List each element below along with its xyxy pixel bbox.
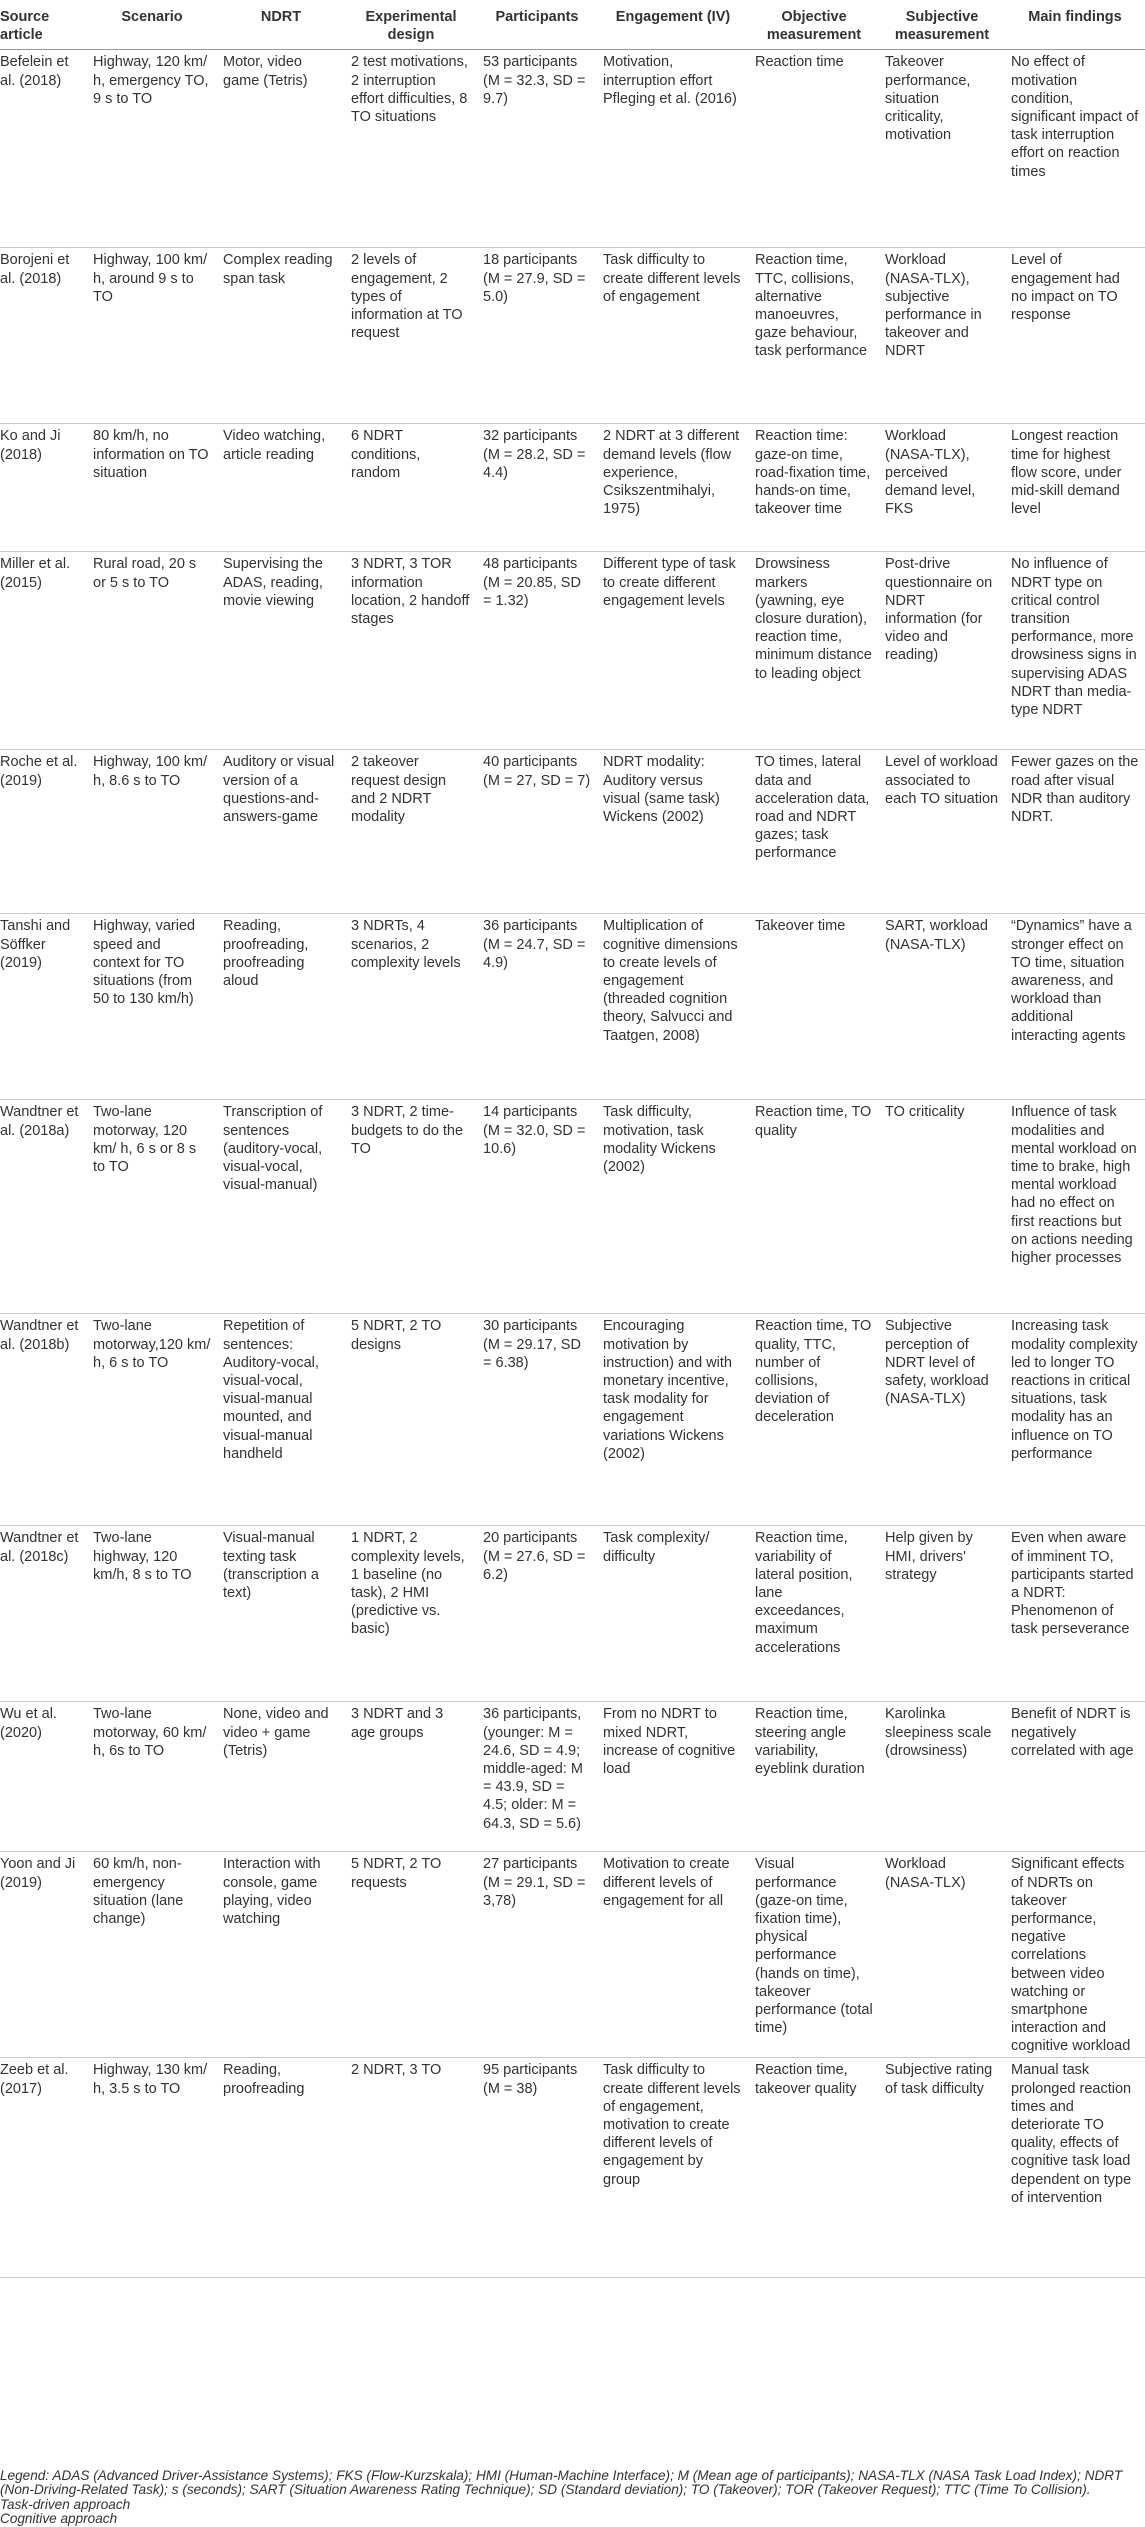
subjective-cell: Takeover performance, situation criticality, motivation bbox=[879, 50, 1005, 248]
table-row bbox=[0, 552, 1145, 750]
subjective-cell: Subjective rating of task difficulty bbox=[879, 2058, 1005, 2278]
objective-cell: Reaction time: gaze-on time, road-fixation time, hands-on time, takeover time bbox=[749, 424, 879, 552]
findings-cell: “Dynamics” have a stronger effect on TO time, situation awareness, and workload than additional interacting agents bbox=[1005, 914, 1145, 1100]
findings-cell: Fewer gazes on the road after visual NDR than auditory NDRT. bbox=[1005, 750, 1145, 914]
findings-cell: Longest reaction time for highest flow score, under mid-skill demand level bbox=[1005, 424, 1145, 552]
source-cell: Ko and Ji (2018) bbox=[0, 424, 87, 552]
approach-note-task-driven: Task-driven approach bbox=[0, 2496, 131, 2512]
design-cell: 2 NDRT, 3 TO bbox=[345, 2058, 477, 2278]
ndrt-cell: Transcription of sentences (auditory-vocal, visual-vocal, visual-manual) bbox=[217, 1100, 345, 1314]
table-legend bbox=[0, 2469, 1140, 2527]
objective-cell: Reaction time bbox=[749, 50, 879, 248]
engagement-cell: Multiplication of cognitive dimensions to create levels of engagement (threaded cognition theory, Salvucci and Taatgen, 2008) bbox=[597, 914, 749, 1100]
ndrt-cell: Auditory or visual version of a questions-and-answers-game bbox=[217, 750, 345, 914]
source-cell: Wu et al. (2020) bbox=[0, 1702, 87, 1852]
table-row bbox=[0, 1314, 1145, 1526]
engagement-cell: Task difficulty to create different levels of engagement bbox=[597, 248, 749, 424]
participants-cell: 20 participants (M = 27.6, SD = 6.2) bbox=[477, 1526, 597, 1702]
ndrt-cell: Reading, proofreading bbox=[217, 2058, 345, 2278]
participants-cell: 53 participants (M = 32.3, SD = 9.7) bbox=[477, 50, 597, 248]
subjective-cell: Workload (NASA-TLX), subjective performance in takeover and NDRT bbox=[879, 248, 1005, 424]
objective-cell: Reaction time, takeover quality bbox=[749, 2058, 879, 2278]
source-cell: Borojeni et al. (2018) bbox=[0, 248, 87, 424]
engagement-cell: Task difficulty, motivation, task modality Wickens (2002) bbox=[597, 1100, 749, 1314]
ndrt-cell: Reading, proofreading, proofreading aloud bbox=[217, 914, 345, 1100]
column-header-objective: Objective measurement bbox=[749, 4, 879, 50]
ndrt-cell: Video watching, article reading bbox=[217, 424, 345, 552]
column-header-findings: Main findings bbox=[1005, 4, 1145, 50]
ndrt-cell: Complex reading span task bbox=[217, 248, 345, 424]
scenario-cell: 60 km/h, non-emergency situation (lane change) bbox=[87, 1852, 217, 2058]
ndrt-cell: Supervising the ADAS, reading, movie viewing bbox=[217, 552, 345, 750]
column-header-design: Experimental design bbox=[345, 4, 477, 50]
findings-cell: Benefit of NDRT is negatively correlated with age bbox=[1005, 1702, 1145, 1852]
column-header-subjective: Subjective measurement bbox=[879, 4, 1005, 50]
subjective-cell: Workload (NASA-TLX) bbox=[879, 1852, 1005, 2058]
participants-cell: 95 participants (M = 38) bbox=[477, 2058, 597, 2278]
subjective-cell: Help given by HMI, drivers' strategy bbox=[879, 1526, 1005, 1702]
table-row bbox=[0, 1100, 1145, 1314]
engagement-cell: Motivation to create different levels of engagement for all bbox=[597, 1852, 749, 2058]
scenario-cell: Two-lane motorway, 120 km/ h, 6 s or 8 s to TO bbox=[87, 1100, 217, 1314]
engagement-cell: Motivation, interruption effort Pfleging et al. (2016) bbox=[597, 50, 749, 248]
source-cell: Befelein et al. (2018) bbox=[0, 50, 87, 248]
subjective-cell: Level of workload associated to each TO situation bbox=[879, 750, 1005, 914]
ndrt-cell: None, video and video + game (Tetris) bbox=[217, 1702, 345, 1852]
objective-cell: Takeover time bbox=[749, 914, 879, 1100]
findings-cell: No influence of NDRT type on critical control transition performance, more drowsiness signs in supervising ADAS NDRT than media-type NDRT bbox=[1005, 552, 1145, 750]
design-cell: 3 NDRT and 3 age groups bbox=[345, 1702, 477, 1852]
source-cell: Yoon and Ji (2019) bbox=[0, 1852, 87, 2058]
scenario-cell: Highway, 100 km/ h, 8.6 s to TO bbox=[87, 750, 217, 914]
participants-cell: 27 participants (M = 29.1, SD = 3,78) bbox=[477, 1852, 597, 2058]
design-cell: 5 NDRT, 2 TO designs bbox=[345, 1314, 477, 1526]
subjective-cell: Post-drive questionnaire on NDRT information (for video and reading) bbox=[879, 552, 1005, 750]
ndrt-cell: Motor, video game (Tetris) bbox=[217, 50, 345, 248]
participants-cell: 36 participants (M = 24.7, SD = 4.9) bbox=[477, 914, 597, 1100]
column-header-source: Source article bbox=[0, 4, 87, 50]
design-cell: 2 test motivations, 2 interruption effort difficulties, 8 TO situations bbox=[345, 50, 477, 248]
source-cell: Wandtner et al. (2018c) bbox=[0, 1526, 87, 1702]
ndrt-cell: Visual-manual texting task (transcription a text) bbox=[217, 1526, 345, 1702]
engagement-cell: Task difficulty to create different levels of engagement, motivation to create different levels of engagement by group bbox=[597, 2058, 749, 2278]
ndrt-cell: Repetition of sentences: Auditory-vocal, visual-vocal, visual-manual mounted, and visual-manual handheld bbox=[217, 1314, 345, 1526]
engagement-cell: NDRT modality: Auditory versus visual (same task) Wickens (2002) bbox=[597, 750, 749, 914]
findings-cell: Level of engagement had no impact on TO response bbox=[1005, 248, 1145, 424]
findings-cell: Significant effects of NDRTs on takeover performance, negative correlations between video watching or smartphone interaction and cognitive workload bbox=[1005, 1852, 1145, 2058]
design-cell: 3 NDRTs, 4 scenarios, 2 complexity levels bbox=[345, 914, 477, 1100]
scenario-cell: Two-lane motorway, 60 km/ h, 6s to TO bbox=[87, 1702, 217, 1852]
engagement-cell: Encouraging motivation by instruction) and with monetary incentive, task modality for engagement variations Wickens (2002) bbox=[597, 1314, 749, 1526]
design-cell: 3 NDRT, 3 TOR information location, 2 handoff stages bbox=[345, 552, 477, 750]
scenario-cell: Highway, 130 km/ h, 3.5 s to TO bbox=[87, 2058, 217, 2278]
objective-cell: TO times, lateral data and acceleration data, road and NDRT gazes; task performance bbox=[749, 750, 879, 914]
participants-cell: 40 participants (M = 27, SD = 7) bbox=[477, 750, 597, 914]
objective-cell: Reaction time, TTC, collisions, alternative manoeuvres, gaze behaviour, task performance bbox=[749, 248, 879, 424]
participants-cell: 14 participants (M = 32.0, SD = 10.6) bbox=[477, 1100, 597, 1314]
table-row bbox=[0, 1702, 1145, 1852]
studies-table bbox=[0, 4, 1145, 2278]
scenario-cell: Highway, 100 km/ h, around 9 s to TO bbox=[87, 248, 217, 424]
scenario-cell: Highway, varied speed and context for TO situations (from 50 to 130 km/h) bbox=[87, 914, 217, 1100]
source-cell: Wandtner et al. (2018b) bbox=[0, 1314, 87, 1526]
source-cell: Miller et al. (2015) bbox=[0, 552, 87, 750]
legend-text: Legend: ADAS (Advanced Driver-Assistance Systems); FKS (Flow-Kurzskala); HMI (Human-Machine Interface); M (Mean age of participants); NASA-TLX (NASA Task Load Index); NDRT (Non-Driving-Related Task); s (seconds); SART (Situation Awareness Rating Technique); SD (Standard deviation); TO (Takeover); TOR (Takeover Request); TTC (Time To Collision). bbox=[0, 2468, 1123, 2498]
source-cell: Roche et al. (2019) bbox=[0, 750, 87, 914]
objective-cell: Reaction time, TO quality, TTC, number of collisions, deviation of deceleration bbox=[749, 1314, 879, 1526]
table-row bbox=[0, 750, 1145, 914]
design-cell: 2 takeover request design and 2 NDRT modality bbox=[345, 750, 477, 914]
engagement-cell: Different type of task to create different engagement levels bbox=[597, 552, 749, 750]
engagement-cell: From no NDRT to mixed NDRT, increase of cognitive load bbox=[597, 1702, 749, 1852]
participants-cell: 18 participants (M = 27.9, SD = 5.0) bbox=[477, 248, 597, 424]
objective-cell: Reaction time, steering angle variability, eyeblink duration bbox=[749, 1702, 879, 1852]
scenario-cell: 80 km/h, no information on TO situation bbox=[87, 424, 217, 552]
ndrt-cell: Interaction with console, game playing, video watching bbox=[217, 1852, 345, 2058]
source-cell: Wandtner et al. (2018a) bbox=[0, 1100, 87, 1314]
column-header-ndrt: NDRT bbox=[217, 4, 345, 50]
table-row bbox=[0, 1852, 1145, 2058]
scenario-cell: Highway, 120 km/ h, emergency TO, 9 s to TO bbox=[87, 50, 217, 248]
objective-cell: Drowsiness markers (yawning, eye closure duration), reaction time, minimum distance to leading object bbox=[749, 552, 879, 750]
table-header-row bbox=[0, 4, 1145, 50]
design-cell: 3 NDRT, 2 time-budgets to do the TO bbox=[345, 1100, 477, 1314]
table-row bbox=[0, 50, 1145, 248]
design-cell: 6 NDRT conditions, random bbox=[345, 424, 477, 552]
table-row bbox=[0, 248, 1145, 424]
subjective-cell: Karolinka sleepiness scale (drowsiness) bbox=[879, 1702, 1005, 1852]
objective-cell: Reaction time, TO quality bbox=[749, 1100, 879, 1314]
subjective-cell: TO criticality bbox=[879, 1100, 1005, 1314]
objective-cell: Visual performance (gaze-on time, fixation time), physical performance (hands on time), takeover performance (total time) bbox=[749, 1852, 879, 2058]
table-row bbox=[0, 424, 1145, 552]
participants-cell: 48 participants (M = 20.85, SD = 1.32) bbox=[477, 552, 597, 750]
table-row bbox=[0, 914, 1145, 1100]
table-row bbox=[0, 2058, 1145, 2278]
source-cell: Zeeb et al. (2017) bbox=[0, 2058, 87, 2278]
participants-cell: 32 participants (M = 28.2, SD = 4.4) bbox=[477, 424, 597, 552]
findings-cell: No effect of motivation condition, significant impact of task interruption effort on reaction times bbox=[1005, 50, 1145, 248]
subjective-cell: Subjective perception of NDRT level of safety, workload (NASA-TLX) bbox=[879, 1314, 1005, 1526]
findings-cell: Increasing task modality complexity led to longer TO reactions in critical situations, task modality has an influence on TO performance bbox=[1005, 1314, 1145, 1526]
participants-cell: 30 participants (M = 29.17, SD = 6.38) bbox=[477, 1314, 597, 1526]
scenario-cell: Two-lane highway, 120 km/h, 8 s to TO bbox=[87, 1526, 217, 1702]
column-header-scenario: Scenario bbox=[87, 4, 217, 50]
scenario-cell: Rural road, 20 s or 5 s to TO bbox=[87, 552, 217, 750]
engagement-cell: 2 NDRT at 3 different demand levels (flow experience, Csikszentmihalyi, 1975) bbox=[597, 424, 749, 552]
subjective-cell: SART, workload (NASA-TLX) bbox=[879, 914, 1005, 1100]
findings-cell: Influence of task modalities and mental workload on time to brake, high mental workload had no effect on first reactions but on actions needing higher processes bbox=[1005, 1100, 1145, 1314]
findings-cell: Even when aware of imminent TO, participants started a NDRT: Phenomenon of task perseverance bbox=[1005, 1526, 1145, 1702]
design-cell: 1 NDRT, 2 complexity levels, 1 baseline (no task), 2 HMI (predictive vs. basic) bbox=[345, 1526, 477, 1702]
subjective-cell: Workload (NASA-TLX), perceived demand level, FKS bbox=[879, 424, 1005, 552]
column-header-participants: Participants bbox=[477, 4, 597, 50]
design-cell: 5 NDRT, 2 TO requests bbox=[345, 1852, 477, 2058]
scenario-cell: Two-lane motorway,120 km/ h, 6 s to TO bbox=[87, 1314, 217, 1526]
source-cell: Tanshi and Söffker (2019) bbox=[0, 914, 87, 1100]
approach-note-cognitive: Cognitive approach bbox=[0, 2511, 118, 2527]
engagement-cell: Task complexity/ difficulty bbox=[597, 1526, 749, 1702]
column-header-engagement: Engagement (IV) bbox=[597, 4, 749, 50]
design-cell: 2 levels of engagement, 2 types of information at TO request bbox=[345, 248, 477, 424]
objective-cell: Reaction time, variability of lateral position, lane exceedances, maximum accelerations bbox=[749, 1526, 879, 1702]
table-row bbox=[0, 1526, 1145, 1702]
participants-cell: 36 participants, (younger: M = 24.6, SD = 4.9; middle-aged: M = 43.9, SD = 4.5; older: M = 64.3, SD = 5.6) bbox=[477, 1702, 597, 1852]
findings-cell: Manual task prolonged reaction times and deteriorate TO quality, effects of cognitive task load dependent on type of intervention bbox=[1005, 2058, 1145, 2278]
